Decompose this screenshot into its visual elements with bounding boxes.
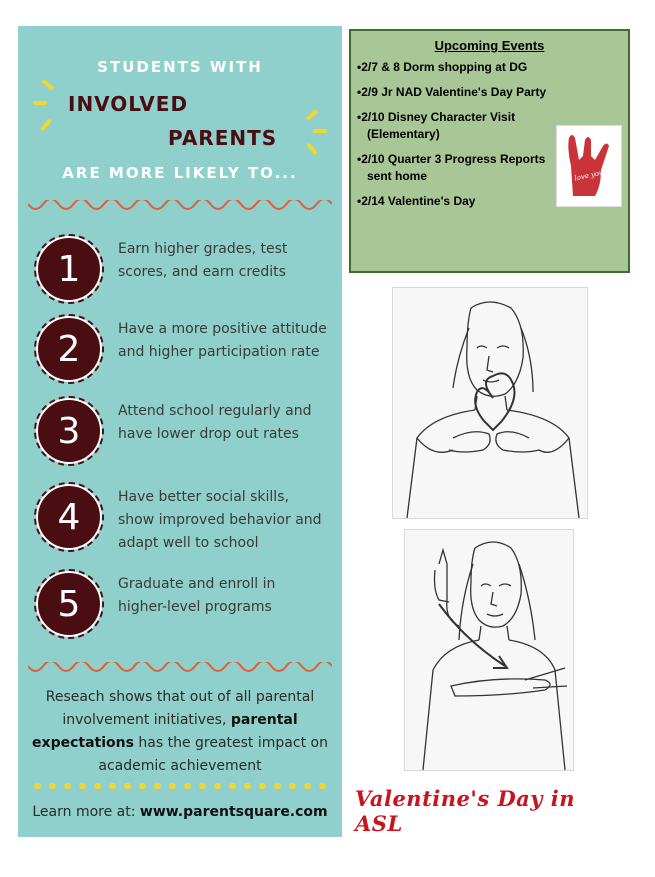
event-item: • 2/14 Valentine's Day (357, 193, 557, 210)
item-text: Earn higher grades, test scores, and earn credits (118, 241, 288, 280)
list-item (36, 316, 336, 386)
wave-divider-top (28, 200, 332, 212)
research-text-2: has the greatest impact on academic achievement (98, 735, 328, 774)
item-number: 2 (36, 316, 102, 382)
item-text: Have a more positive attitude and higher participation rate (118, 321, 327, 360)
asl-figure-2-illustration (405, 530, 573, 770)
i-love-you-hand-icon (556, 125, 622, 207)
upcoming-events-box (349, 29, 630, 273)
item-number: 4 (36, 484, 102, 550)
research-text-1: Reseach shows that out of all parental involvement initiatives, (45, 689, 315, 728)
research-statement (28, 686, 332, 778)
event-item: • 2/10 Disney Character Visit (Elementary) (357, 109, 557, 143)
research-bold: parental expectations (32, 712, 298, 751)
event-item: • 2/7 & 8 Dorm shopping at DG (357, 59, 557, 76)
header-line-2: INVOLVED (68, 92, 189, 116)
learn-more-label: Learn more at: (32, 804, 140, 820)
list-item (36, 398, 336, 468)
item-text: Attend school regularly and have lower drop out rates (118, 403, 312, 442)
header-line-1: STUDENTS WITH (97, 58, 263, 76)
learn-more-link[interactable]: www.parentsquare.com (139, 804, 328, 820)
wave-divider-bottom (28, 662, 332, 674)
hand-card-text: I love you (568, 168, 605, 184)
infographic-panel (18, 26, 342, 837)
asl-drawing-heart (392, 287, 588, 519)
header-line-4: ARE MORE LIKELY TO... (62, 164, 298, 182)
header-line-3: PARENTS (168, 126, 278, 150)
item-text: Have better social skills, show improved behavior and adapt well to school (118, 489, 322, 551)
event-item: • 2/9 Jr NAD Valentine's Day Party (357, 84, 557, 101)
item-number: 3 (36, 398, 102, 464)
caption-valentines-day-asl: Valentine's Day in ASL (355, 786, 576, 836)
asl-drawing-day (404, 529, 574, 771)
learn-more (18, 804, 342, 820)
events-list (357, 59, 557, 218)
item-text: Graduate and enroll in higher-level programs (118, 576, 276, 615)
event-item: • 2/10 Quarter 3 Progress Reports sent home (357, 151, 557, 185)
list-item (36, 236, 336, 306)
events-title: Upcoming Events (434, 38, 545, 53)
item-number: 1 (36, 236, 102, 302)
dotted-divider (30, 783, 330, 789)
asl-figure-1-illustration (393, 288, 587, 518)
list-item (36, 484, 336, 554)
list-item (36, 571, 336, 641)
item-number: 5 (36, 571, 102, 637)
